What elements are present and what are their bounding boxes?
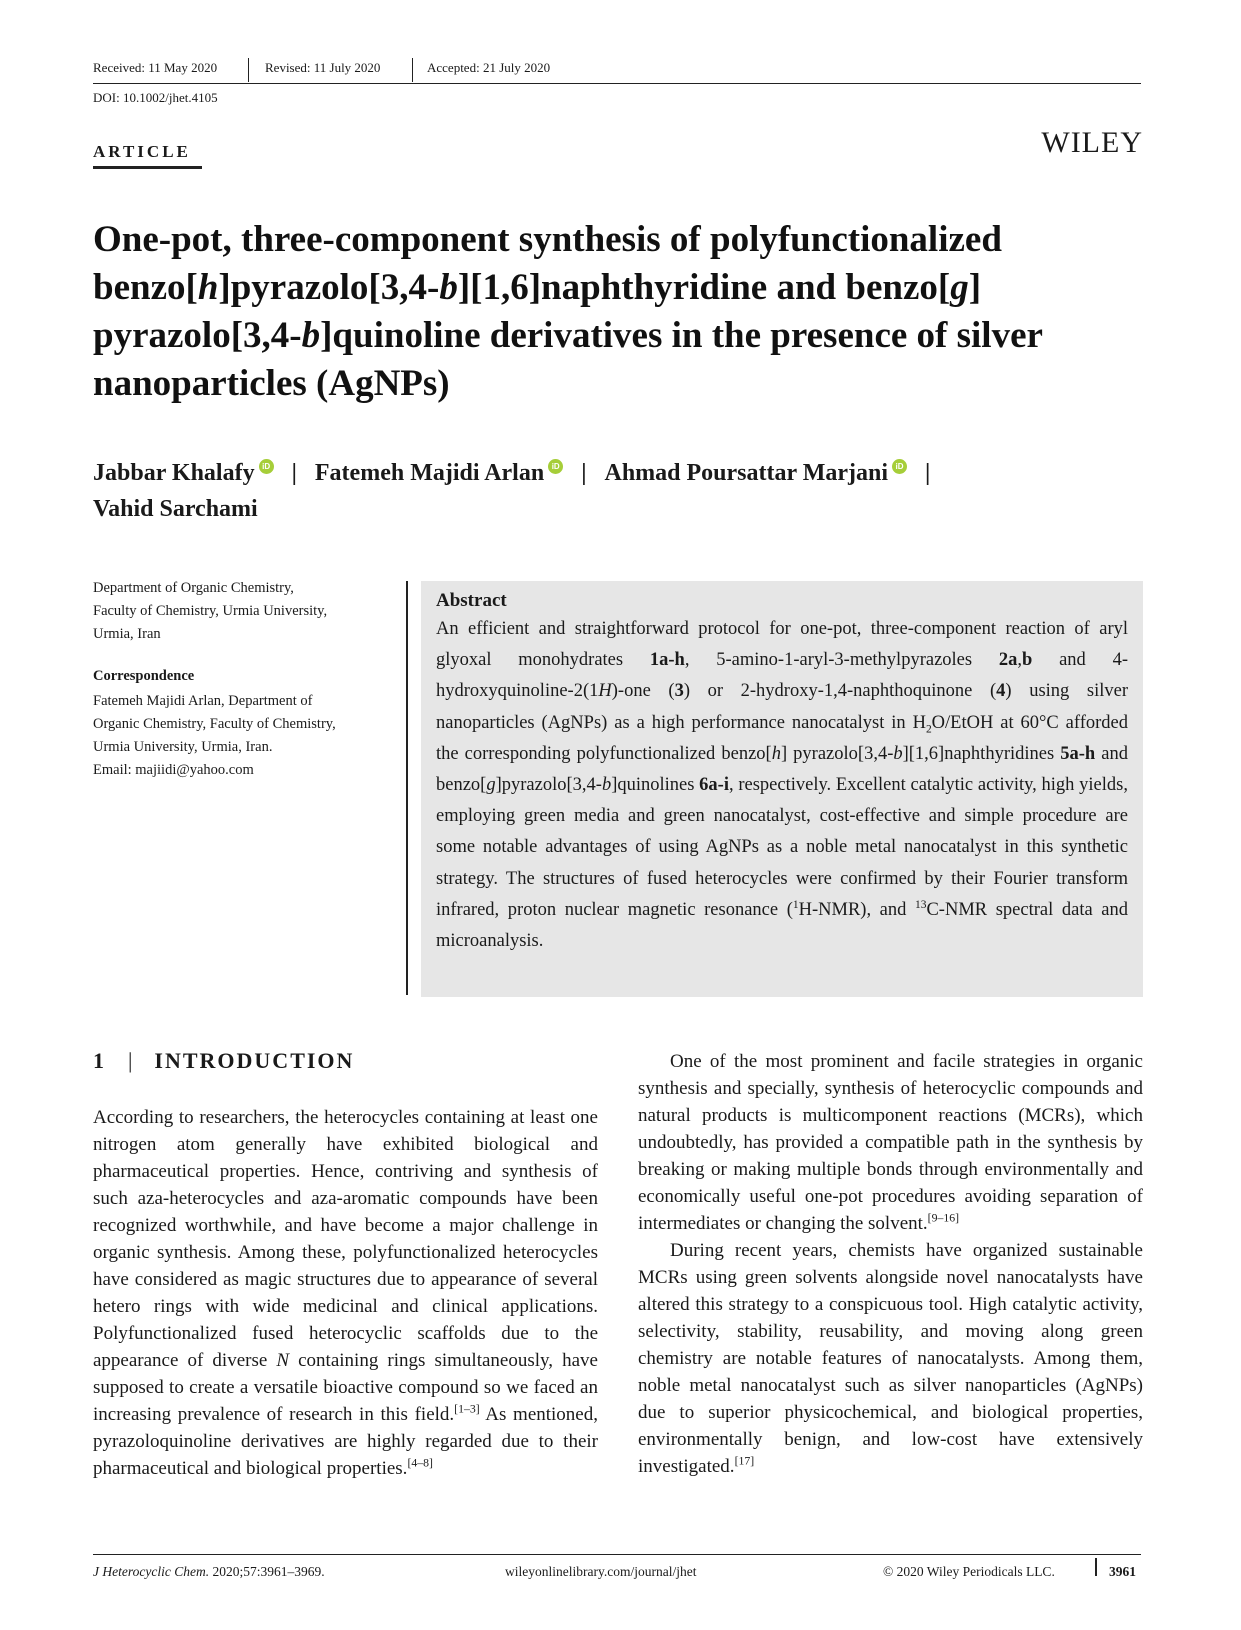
citation-ref[interactable]: [9–16] <box>927 1211 960 1225</box>
header-divider <box>248 58 249 82</box>
paper-title: One-pot, three-component synthesis of polyfunctionalized benzo[h]pyrazolo[3,4-b][1,6]naphthyridine and benzo[g] pyrazolo[3,4-b]quinoline derivatives in the presence of silver nanoparticles (AgNPs) <box>93 219 1043 404</box>
header-divider <box>412 58 413 82</box>
correspondence-line: Organic Chemistry, Faculty of Chemistry, <box>93 716 336 732</box>
orcid-icon[interactable]: iD <box>259 459 274 474</box>
citation-ref[interactable]: [17] <box>734 1454 755 1468</box>
correspondence <box>93 690 393 782</box>
affiliation-line: Faculty of Chemistry, Urmia University, <box>93 603 328 619</box>
section-heading: 1 | INTRODUCTION <box>93 1048 355 1073</box>
correspondence-heading: Correspondence <box>93 668 195 684</box>
abstract-heading: Abstract <box>436 590 507 611</box>
affiliation <box>93 577 383 646</box>
intro-paragraph: One of the most prominent and facile strategies in organic synthesis and specially, synthesis of heterocyclic compounds and natural products is multicomponent reactions (MCRs), which undoubtedly, has provided a compatible path in the synthesis by breaking or making multiple bonds through environmentally and economically useful one-pot procedures avoiding separation of intermediates or changing the solvent.[9–16] <box>638 1051 1143 1234</box>
revised-date: Revised: 11 July 2020 <box>265 60 381 75</box>
doi[interactable]: DOI: 10.1002/jhet.4105 <box>93 90 218 105</box>
intro-column-left <box>93 1104 598 1482</box>
correspondence-line: Fatemeh Majidi Arlan, Department of <box>93 693 313 709</box>
intro-paragraph: According to researchers, the heterocycles containing at least one nitrogen atom generally have exhibited biological and pharmaceutical properties. Hence, contriving and synthesis of such aza-heterocycles and aza-aromatic compounds have been recognized worthwhile, and have become a major challenge in organic synthesis. Among these, polyfunctionalized heterocycles have considered as magic structures due to appearance of several hetero rings with wide medicinal and clinical applications. Polyfunctionalized fused heterocyclic scaffolds due to the appearance of diverse N containing rings simultaneously, have supposed to create a versatile bioactive compound so we faced an increasing prevalence of research in this field.[1–3] As mentioned, pyrazoloquinoline derivatives are highly regarded due to their pharmaceutical and biological properties.[4–8] <box>93 1107 598 1479</box>
author-name[interactable]: Vahid Sarchami <box>93 496 258 522</box>
publisher-logo: WILEY <box>1041 126 1143 159</box>
footer-rule <box>93 1554 1141 1555</box>
author-separator: | <box>291 460 297 486</box>
correspondence-email[interactable]: Email: majiidi@yahoo.com <box>93 762 254 778</box>
received-date: Received: 11 May 2020 <box>93 60 218 75</box>
intro-paragraph: During recent years, chemists have organized sustainable MCRs using green solvents alongside novel nanocatalysts have altered this strategy to a conspicuous tool. High catalytic activity, selectivity, stability, reusability, and moving along green chemistry are notable features of nanocatalysts. Among them, noble metal nanocatalyst such as silver nanoparticles (AgNPs) due to superior physicochemical, and biological properties, environmentally benign, and low-cost have extensively investigated.[17] <box>638 1240 1143 1477</box>
author-separator: | <box>925 460 931 486</box>
abstract-divider <box>406 581 408 995</box>
author-list <box>93 455 1153 527</box>
journal-citation: J Heterocyclic Chem. 2020;57:3961–3969. <box>93 1564 325 1579</box>
author-separator: | <box>581 460 587 486</box>
article-underline <box>93 166 202 169</box>
page-number: 3961 <box>1109 1564 1136 1579</box>
article-type: ARTICLE <box>93 142 191 161</box>
accepted-date: Accepted: 21 July 2020 <box>427 60 551 75</box>
citation-ref[interactable]: [1–3] <box>454 1402 480 1416</box>
correspondence-line: Urmia University, Urmia, Iran. <box>93 739 273 755</box>
copyright: © 2020 Wiley Periodicals LLC. <box>883 1564 1055 1579</box>
intro-column-right <box>638 1048 1143 1480</box>
affiliation-line: Urmia, Iran <box>93 626 161 642</box>
header-rule <box>93 83 1141 84</box>
citation-ref[interactable]: [4–8] <box>407 1456 433 1470</box>
journal-url[interactable]: wileyonlinelibrary.com/journal/jhet <box>505 1564 697 1579</box>
author-name[interactable]: Fatemeh Majidi Arlan <box>314 460 545 486</box>
author-name[interactable]: Ahmad Poursattar Marjani <box>604 460 889 486</box>
affiliation-line: Department of Organic Chemistry, <box>93 580 294 596</box>
orcid-icon[interactable]: iD <box>892 459 907 474</box>
orcid-icon[interactable]: iD <box>548 459 563 474</box>
footer-divider <box>1095 1558 1097 1576</box>
abstract-text: An efficient and straightforward protocol for one-pot, three-component reaction of aryl glyoxal monohydrates 1a-h, 5-amino-1-aryl-3-methylpyrazoles 2a,b and 4-hydroxyquinoline-2(1H)-one (3) or 2-hydroxy-1,4-naphthoquinone (4) using silver nanoparticles (AgNPs) as a high performance nanocatalyst in $H_2O$/EtOH at 60°C afforded the corresponding polyfunctionalized benzo[h] pyrazolo[3,4-b][1,6]naphthyridines 5a-h and benzo[g]pyrazolo[3,4-b]quinolines 6a-i, respectively. Excellent catalytic activity, high yields, employing green media and green nanocatalyst, cost-effective and simple procedure are some notable advantages of using AgNPs as a noble metal nanocatalyst in this synthetic strategy. The structures of fused heterocycles were confirmed by their Fourier transform infrared, proton nuclear magnetic resonance ($^1$H-NMR), and $^{13}$C-NMR spectral data and microanalysis. <box>436 619 1129 952</box>
author-name[interactable]: Jabbar Khalafy <box>93 460 255 486</box>
